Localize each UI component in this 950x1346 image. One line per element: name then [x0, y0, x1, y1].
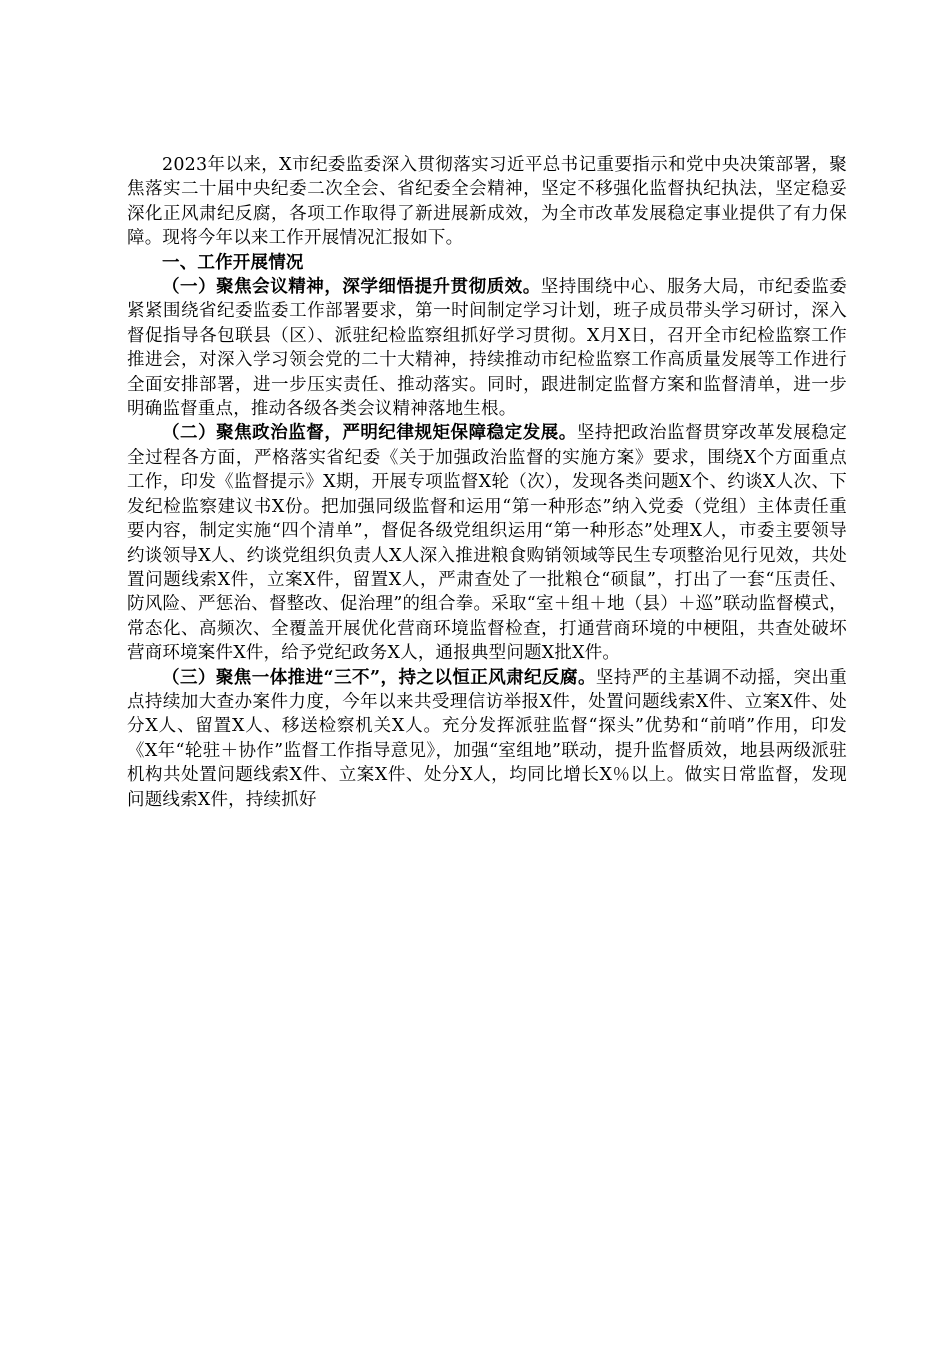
- document-body: [127, 153, 847, 812]
- section-heading: 一、工作开展情况: [162, 252, 304, 273]
- paragraph-3-body: 坚持严的主基调不动摇，突出重点持续加大查办案件力度，今年以来共受理信访举报X件，处置问题线索X件、立案X件、处分X人、留置X人、移送检察机关X人。充分发挥派驻监督“探头”优势和“前哨”作用，印发《X年“轮驻＋协作”监督工作指导意见》，加强“室组地”联动，提升监督质效，地县两级派驻机构共处置问题线索X件、立案X件、处分X人，均同比增长X％以上。做实日常监督，发现问题线索X件，持续抓好: [127, 667, 847, 810]
- intro-paragraph: 2023年以来，X市纪委监委深入贯彻落实习近平总书记重要指示和党中央决策部署，聚焦落实二十届中央纪委二次全会、省纪委全会精神，坚定不移强化监督执纪执法，坚定稳妥深化正风肃纪反腐，各项工作取得了新进展新成效，为全市改革发展稳定事业提供了有力保障。现将今年以来工作开展情况汇报如下。: [127, 155, 847, 249]
- paragraph-2-lead: （二）聚焦政治监督，严明纪律规矩保障稳定发展。: [162, 423, 577, 444]
- paragraph-2: [127, 421, 847, 665]
- paragraph-3: [127, 666, 847, 812]
- paragraph-1-lead: （一）聚焦会议精神，深学细悟提升贯彻质效。: [162, 277, 541, 298]
- paragraph-2-body: 坚持把政治监督贯穿改革发展稳定全过程各方面，严格落实省纪委《关于加强政治监督的实施方案》要求，围绕X个方面重点工作，印发《监督提示》X期，开展专项监督X轮（次），发现各类问题X个、约谈X人次、下发纪检监察建议书X份。把加强同级监督和运用“第一种形态”纳入党委（党组）主体责任重要内容，制定实施“四个清单”，督促各级党组织运用“第一种形态”处理X人，市委主要领导约谈领导X人、约谈党组织负责人X人深入推进粮食购销领域等民生专项整治见行见效，共处置问题线索X件，立案X件，留置X人，严肃查处了一批粮仓“硕鼠”，打出了一套“压责任、防风险、严惩治、督整改、促治理”的组合拳。采取“室＋组＋地（县）＋巡”联动监督模式，常态化、高频次、全覆盖开展优化营商环境监督检查，打通营商环境的中梗阻，共查处破坏营商环境案件X件，给予党纪政务X人，通报典型问题X批X件。: [127, 423, 847, 664]
- paragraph-1: [127, 275, 847, 421]
- paragraph-3-lead: （三）聚焦一体推进“三不”，持之以恒正风肃纪反腐。: [162, 667, 596, 688]
- paragraph-1-body: 坚持围绕中心、服务大局，市纪委监委紧紧围绕省纪委监委工作部署要求，第一时间制定学习计划，班子成员带头学习研讨，深入督促指导各包联县（区）、派驻纪检监察组抓好学习贯彻。X月X日，召开全市纪检监察工作推进会，对深入学习领会党的二十大精神，持续推动市纪检监察工作高质量发展等工作进行全面安排部署，进一步压实责任、推动落实。同时，跟进制定监督方案和监督清单，进一步明确监督重点，推动各级各类会议精神落地生根。: [127, 277, 847, 420]
